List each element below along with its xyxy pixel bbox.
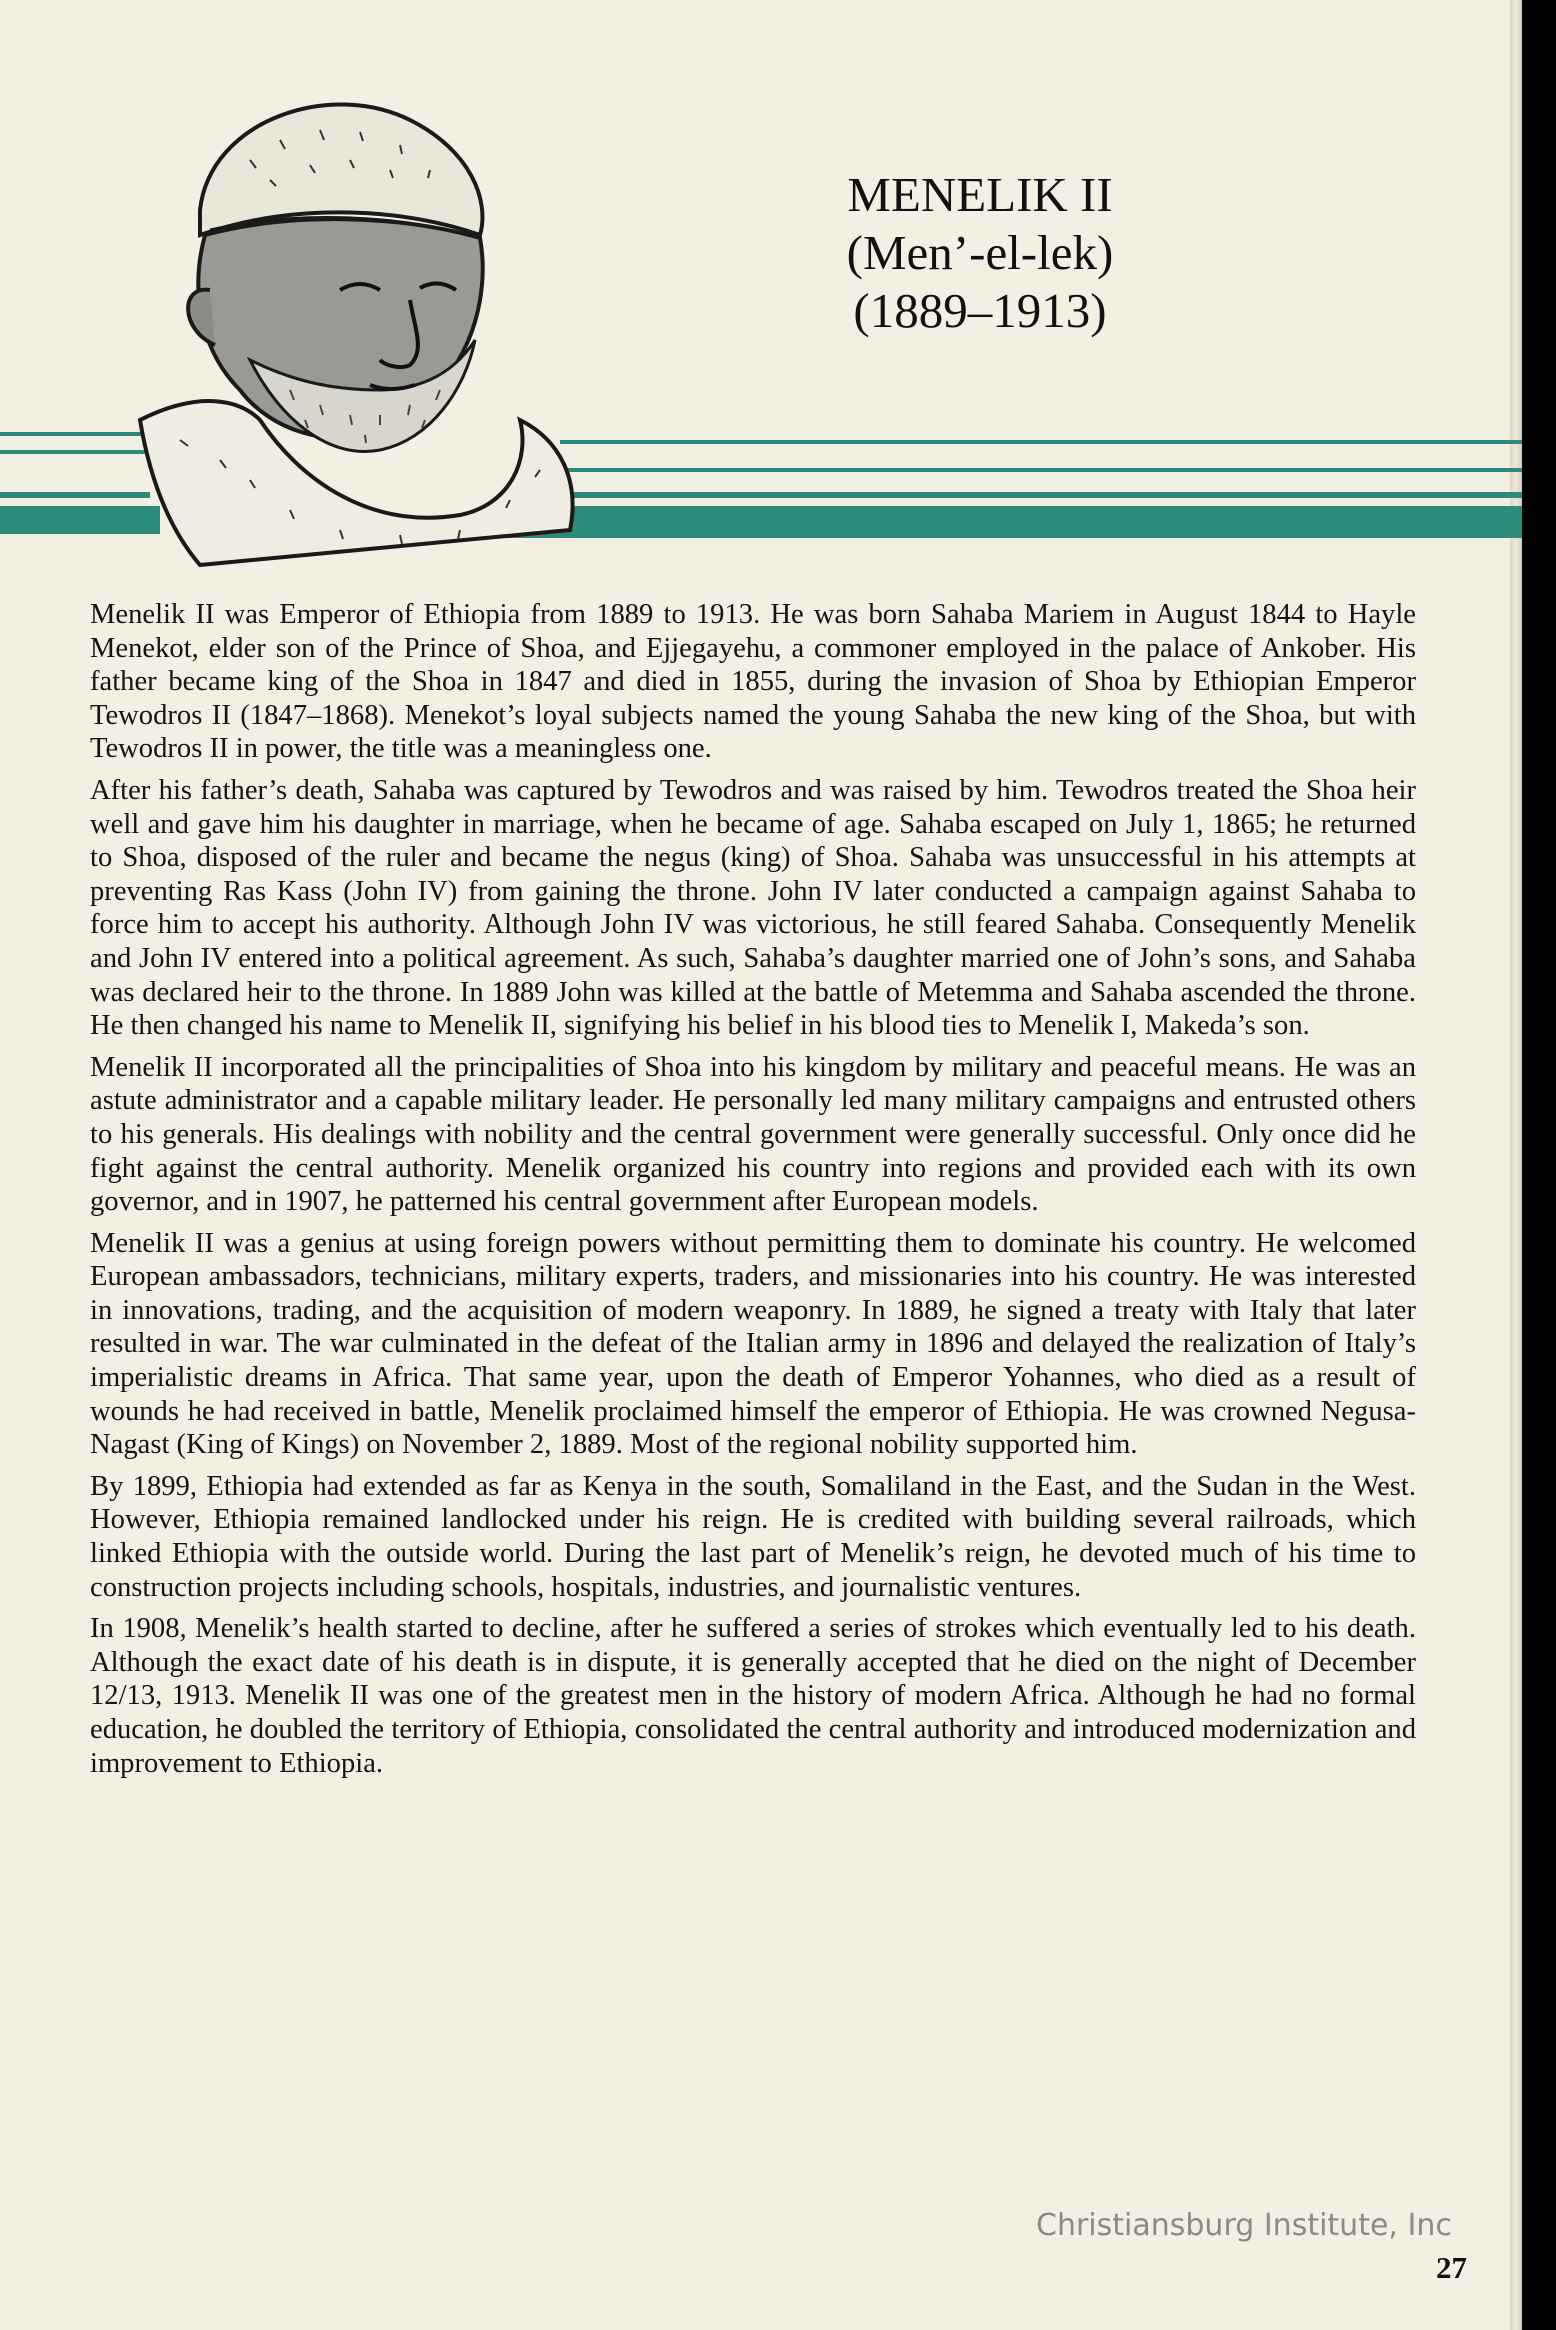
paragraph: By 1899, Ethiopia had extended as far as Kenya in the south, Somaliland in the East, and the Sudan in the West. However, Ethiopia remained landlocked under his reign. He is credited with building several railroads, which linked Ethiopia with the outside world. During the last part of Menelik’s reign, he devoted much of his time to construction projects including schools, hospitals, industries, and journalistic ventures. bbox=[90, 1470, 1416, 1603]
paragraph: In 1908, Menelik’s health started to decline, after he suffered a series of strokes which eventually led to his death. Although the exact date of his death is in dispute, it is generally accepted that he died on the night of December 12/13, 1913. Menelik II was one of the greatest men in the history of modern Africa. Although he had no formal education, he doubled the territory of Ethiopia, consolidated the central authority and introduced modernization and improvement to Ethiopia. bbox=[90, 1613, 1416, 1779]
paragraph: After his father’s death, Sahaba was captured by Tewodros and was raised by him. Tewodros treated the Shoa heir well and gave him his daughter in marriage, when he became of age. Sahaba escaped on July 1, 1865; he returned to Shoa, disposed of the ruler and became the negus (king) of Shoa. Sahaba was unsuccessful in his attempts at preventing Ras Kass (John IV) from gaining the throne. John IV later conducted a campaign against Sahaba to force him to accept his authority. Although John IV was victorious, he still feared Sahaba. Consequently Menelik and John IV entered into a political agreement. As such, Sahaba’s daughter married one of John’s sons, and Sahaba was declared heir to the throne. In 1889 John was killed at the battle of Metemma and Sahaba ascended the throne. He then changed his name to Menelik II, signifying his belief in his blood ties to Menelik I, Makeda’s son. bbox=[90, 774, 1416, 1042]
paragraph: Menelik II was a genius at using foreign powers without permitting them to dominate his country. He welcomed European ambassadors, technicians, military experts, traders, and missionaries into his country. He was interested in innovations, trading, and the acquisition of modern weaponry. In 1889, he signed a treaty with Italy that later resulted in war. The war culminated in the defeat of the Italian army in 1896 and delayed the realization of Italy’s imperialistic dreams in Africa. That same year, upon the death of Emperor Yohannes, who died as a result of wounds he had received in battle, Menelik proclaimed himself the emperor of Ethiopia. He was crowned Negusa-Nagast (King of Kings) on November 2, 1889. Most of the regional nobility supported him. bbox=[90, 1227, 1416, 1461]
article-body bbox=[90, 598, 1416, 1788]
page-number: 27 bbox=[1436, 2250, 1467, 2285]
paragraph: Menelik II was Emperor of Ethiopia from 1889 to 1913. He was born Sahaba Mariem in August 1844 to Hayle Menekot, elder son of the Prince of Shoa, and Ejjegayehu, a commoner employed in the palace of Ankober. His father became king of the Shoa in 1847 and died in 1855, during the invasion of Shoa by Ethiopian Emperor Tewodros II (1847–1868). Menekot’s loyal subjects named the young Sahaba the new king of the Shoa, but with Tewodros II in power, the title was a meaningless one. bbox=[90, 599, 1416, 765]
page-spine-edge bbox=[1510, 0, 1522, 2330]
pronunciation: (Men’-el-lek) bbox=[846, 225, 1114, 280]
watermark-text: Christiansburg Institute, Inc bbox=[1036, 2208, 1452, 2243]
menelik-portrait-illustration bbox=[80, 60, 600, 570]
stripe-right-1 bbox=[560, 440, 1522, 444]
reign-years: (1889–1913) bbox=[853, 283, 1107, 338]
paragraph: Menelik II incorporated all the principalities of Shoa into his kingdom by military and peaceful means. He was an astute administrator and a capable military leader. He personally led many military campaigns and entrusted others to his generals. His dealings with nobility and the central government were generally successful. Only once did he fight against the central authority. Menelik organized his country into regions and provided each with its own governor, and in 1907, he patterned his central government after European models. bbox=[90, 1051, 1416, 1218]
page-title: MENELIK II bbox=[847, 167, 1113, 222]
stripe-right-2 bbox=[530, 468, 1522, 472]
stripe-right-4 bbox=[480, 506, 1522, 538]
article-title-block bbox=[760, 166, 1200, 340]
stripe-right-3 bbox=[500, 492, 1522, 498]
